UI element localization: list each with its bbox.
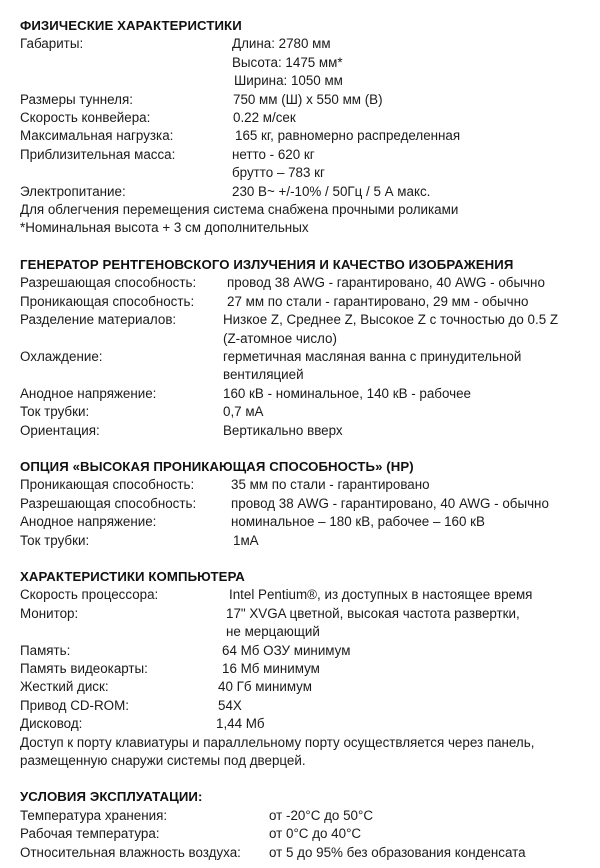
spec-row bbox=[20, 642, 595, 660]
spec-label bbox=[20, 54, 232, 72]
spec-label: Ток трубки: bbox=[20, 532, 90, 548]
spec-label: Ток трубки: bbox=[20, 404, 90, 420]
spec-row bbox=[20, 807, 595, 825]
spec-row bbox=[20, 109, 595, 127]
spec-value: нетто - 620 кг bbox=[232, 146, 315, 162]
section-title: ФИЗИЧЕСКИЕ ХАРАКТЕРИСТИКИ bbox=[20, 18, 242, 33]
spec-value: 35 мм по стали - гарантировано bbox=[231, 477, 430, 493]
spec-label: Дисковод: bbox=[20, 716, 83, 732]
spec-label: Проникающая способность: bbox=[20, 293, 195, 309]
spec-value: 17" XVGA цветной, высокая частота развертки, bbox=[226, 605, 520, 621]
note-text: размещенную снаружи системы под дверцей. bbox=[20, 753, 306, 769]
spec-value: Ширина: 1050 мм bbox=[234, 73, 343, 89]
spec-row bbox=[20, 660, 595, 678]
spec-row bbox=[20, 54, 595, 72]
section-operating-conditions bbox=[20, 788, 595, 862]
spec-label bbox=[20, 330, 223, 348]
spec-value: Низкое Z, Среднее Z, Высокое Z с точностью до 0.5 Z bbox=[223, 312, 559, 328]
spec-row bbox=[20, 403, 595, 421]
spec-row bbox=[20, 311, 595, 329]
section-gap bbox=[20, 440, 595, 458]
section-gap bbox=[20, 550, 595, 568]
spec-label: Размеры туннеля: bbox=[20, 91, 133, 107]
spec-row bbox=[20, 825, 595, 843]
spec-label: Температура хранения: bbox=[20, 807, 168, 823]
spec-row bbox=[20, 586, 595, 604]
spec-row bbox=[20, 91, 595, 109]
section-title: ОПЦИЯ «ВЫСОКАЯ ПРОНИКАЮЩАЯ СПОСОБНОСТЬ» (HP) bbox=[20, 458, 414, 474]
spec-value: 64 Мб ОЗУ минимум bbox=[222, 642, 351, 658]
spec-value: вентиляцией bbox=[223, 367, 304, 383]
spec-row bbox=[20, 605, 595, 623]
section-xray bbox=[20, 256, 595, 440]
note-text: *Номинальная высота + 3 см дополнительных bbox=[20, 220, 309, 236]
spec-label: Память: bbox=[20, 642, 71, 658]
spec-label: Максимальная нагрузка: bbox=[20, 128, 174, 144]
spec-row bbox=[20, 146, 595, 164]
spec-row bbox=[20, 532, 595, 550]
spec-row bbox=[20, 164, 595, 182]
spec-value: Высота: 1475 мм* bbox=[232, 54, 343, 70]
note-text: Для облегчения перемещения система снабжена прочными роликами bbox=[20, 202, 459, 218]
spec-label: Охлаждение: bbox=[20, 348, 103, 364]
spec-label: Скорость процессора: bbox=[20, 587, 159, 603]
spec-value: от 0°С до 40°С bbox=[269, 826, 362, 842]
spec-label: Монитор: bbox=[20, 605, 79, 621]
spec-value: не мерцающий bbox=[226, 624, 320, 640]
spec-row bbox=[20, 623, 595, 641]
spec-label: Скорость конвейера: bbox=[20, 110, 151, 126]
spec-row bbox=[20, 348, 595, 366]
spec-label: Привод CD-ROM: bbox=[20, 697, 129, 713]
spec-value: 40 Гб минимум bbox=[218, 679, 312, 695]
spec-value: 0.22 м/сек bbox=[233, 110, 296, 126]
spec-row bbox=[20, 366, 595, 384]
spec-value: Вертикально вверх bbox=[223, 422, 343, 438]
spec-row bbox=[20, 293, 595, 311]
spec-label: Память видеокарты: bbox=[20, 661, 148, 676]
spec-value: Intel Pentium®, из доступных в настоящее время bbox=[229, 587, 533, 603]
spec-row bbox=[20, 274, 595, 292]
spec-value: 1,44 Мб bbox=[216, 716, 265, 732]
spec-label: Анодное напряжение: bbox=[20, 514, 157, 530]
note-text: Доступ к порту клавиатуры и параллельному порту осуществляется через панель, bbox=[20, 734, 535, 750]
section-title: ГЕНЕРАТОР РЕНТГЕНОВСКОГО ИЗЛУЧЕНИЯ И КАЧЕСТВО ИЗОБРАЖЕНИЯ bbox=[20, 256, 514, 272]
section-gap bbox=[20, 770, 595, 788]
spec-label bbox=[20, 164, 232, 182]
spec-row bbox=[20, 476, 595, 494]
spec-value: герметичная масляная ванна с принудительной bbox=[223, 348, 522, 364]
spec-label: Ориентация: bbox=[20, 422, 100, 438]
spec-row bbox=[20, 330, 595, 348]
spec-value: брутто – 783 кг bbox=[232, 165, 325, 181]
spec-row bbox=[20, 513, 595, 531]
section-title: УСЛОВИЯ ЭКСПЛУАТАЦИИ: bbox=[20, 789, 203, 805]
spec-value: Длина: 2780 мм bbox=[232, 36, 331, 52]
spec-label bbox=[20, 366, 223, 384]
spec-value: 0,7 мА bbox=[223, 404, 264, 420]
spec-value: 165 кг, равномерно распределенная bbox=[235, 128, 461, 144]
spec-value: 230 В~ +/-10% / 50Гц / 5 А макс. bbox=[232, 183, 431, 199]
spec-value: номинальное – 180 кВ, рабочее – 160 кВ bbox=[231, 514, 485, 530]
spec-row bbox=[20, 127, 595, 145]
spec-row bbox=[20, 183, 595, 201]
spec-label: Рабочая температура: bbox=[20, 826, 160, 842]
section-hp-option bbox=[20, 458, 595, 550]
spec-value: от -20°С до 50°С bbox=[269, 807, 374, 823]
spec-row bbox=[20, 72, 595, 90]
spec-value: (Z-атомное число) bbox=[223, 330, 337, 346]
spec-value: 750 мм (Ш) x 550 мм (В) bbox=[233, 91, 383, 107]
spec-label: Разделение материалов: bbox=[20, 312, 177, 328]
section-physical bbox=[20, 17, 595, 238]
spec-label: Электропитание: bbox=[20, 183, 126, 199]
spec-label: Анодное напряжение: bbox=[20, 385, 157, 401]
spec-row bbox=[20, 385, 595, 403]
spec-value: провод 38 AWG - гарантировано, 40 AWG - обычно bbox=[231, 495, 549, 511]
spec-label bbox=[20, 72, 234, 90]
spec-row bbox=[20, 715, 595, 733]
spec-row bbox=[20, 678, 595, 696]
spec-value: 160 кВ - номинальное, 140 кВ - рабочее bbox=[223, 385, 471, 401]
section-computer bbox=[20, 568, 595, 770]
spec-row bbox=[20, 35, 595, 53]
spec-label: Разрешающая способность: bbox=[20, 495, 197, 511]
spec-value: 1мА bbox=[233, 532, 259, 548]
spec-value: 16 Мб минимум bbox=[222, 661, 320, 676]
spec-label: Проникающая способность: bbox=[20, 477, 195, 493]
spec-value: от 5 до 95% без образования конденсата bbox=[269, 844, 526, 860]
spec-value: 27 мм по стали - гарантировано, 29 мм - обычно bbox=[227, 293, 529, 309]
spec-label: Габариты: bbox=[20, 36, 84, 52]
spec-label bbox=[20, 623, 226, 641]
spec-value: 54X bbox=[218, 697, 242, 713]
spec-value: провод 38 AWG - гарантировано, 40 AWG - обычно bbox=[227, 275, 545, 291]
section-title: ХАРАКТЕРИСТИКИ КОМПЬЮТЕРА bbox=[20, 568, 245, 584]
spec-row bbox=[20, 422, 595, 440]
spec-row bbox=[20, 844, 595, 862]
spec-label: Приблизительная масса: bbox=[20, 146, 176, 162]
spec-row bbox=[20, 495, 595, 513]
spec-row bbox=[20, 697, 595, 715]
section-gap bbox=[20, 238, 595, 256]
spec-label: Относительная влажность воздуха: bbox=[20, 844, 241, 860]
spec-sheet bbox=[20, 17, 595, 862]
spec-label: Разрешающая способность: bbox=[20, 275, 197, 291]
spec-label: Жесткий диск: bbox=[20, 679, 109, 695]
